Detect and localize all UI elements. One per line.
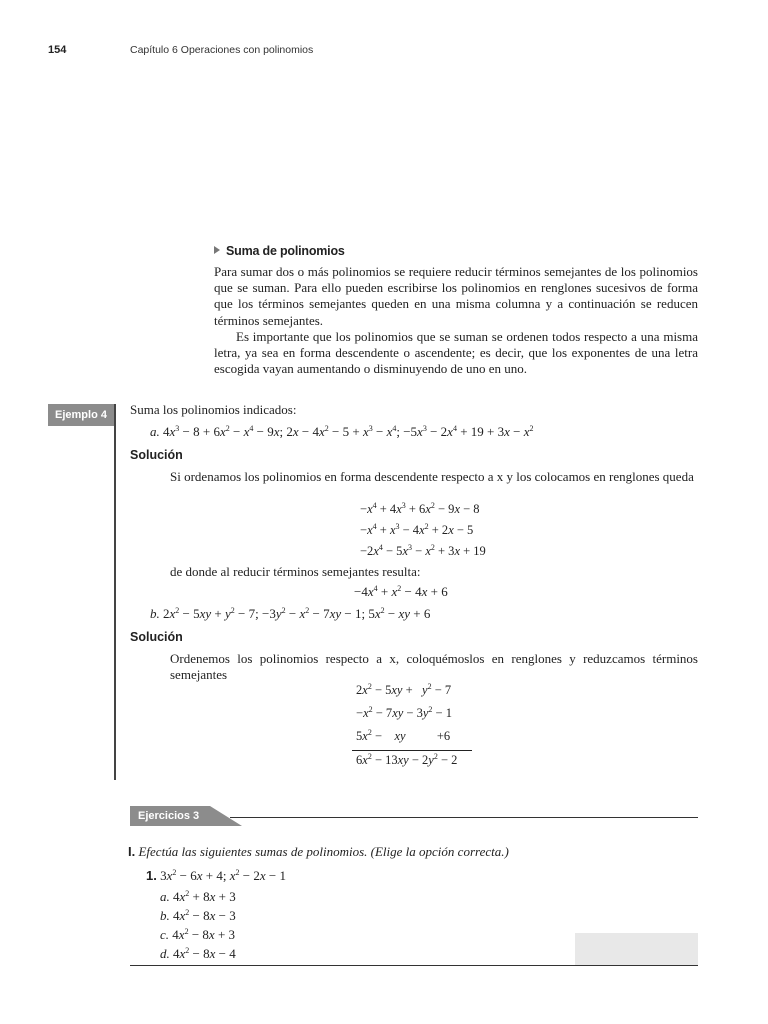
instruction-text: Efectúa las siguientes sumas de polinomios. (Elige la opción correcta.) <box>138 844 509 859</box>
question-1-number: 1. <box>146 868 157 883</box>
exercises-tab-arrow <box>210 806 242 826</box>
solution-a-label: Solución <box>130 448 183 462</box>
solution-b-text: Ordenemos los polinomios respecto a x, coloquémoslos en renglones y reduzcamos términos semejantes <box>170 651 698 683</box>
question-1-options <box>160 887 236 963</box>
stack-a <box>360 499 486 562</box>
exercises-header <box>130 806 698 826</box>
option-b[interactable]: b. $4x^2 - 8x - 3$ <box>160 908 236 923</box>
a-label: a. <box>150 424 160 439</box>
result-a: $-4x^4 + x^2 - 4x + 6$ <box>354 584 448 599</box>
option-b-label: b. <box>160 908 170 923</box>
option-a[interactable]: a. $4x^2 + 8x + 3$ <box>160 889 236 904</box>
option-d[interactable]: d. $4x^2 - 8x - 4$ <box>160 946 236 961</box>
option-d-label: d. <box>160 946 170 961</box>
section-title-text: Suma de polinomios <box>226 244 345 258</box>
stack-b-row: $5x^2$ − xy +6 <box>356 728 451 743</box>
intro-paragraph-1: Para sumar dos o más polinomios se requiere reducir términos semejantes de los polinomios que se suman. Para ello pueden escribirse los polinomios en renglones sucesivos de forma que los términos semejantes queden en una misma columna y a continuación se reducen términos semejantes. <box>214 264 698 328</box>
part-label: I. <box>128 844 136 859</box>
stack-b-result: $6x^2 - 13xy - 2y^2 - 2$ <box>356 752 458 767</box>
exercises-tab: Ejercicios 3 <box>130 806 210 826</box>
intro-text <box>214 264 698 377</box>
example-rule <box>114 404 116 780</box>
option-c[interactable]: c. $4x^2 - 8x + 3$ <box>160 927 236 942</box>
option-c-label: c. <box>160 927 170 942</box>
exercises-rule <box>230 817 698 818</box>
option-a-label: a. <box>160 889 170 904</box>
intro-paragraph-2: Es importante que los polinomios que se suman se ordenen todos respecto a una misma letra, ya sea en forma descendente o ascendente; es decir, que los exponentes de una letra escogida vayan aumentando o disminuyendo de uno en uno. <box>214 328 698 377</box>
solution-b-label: Solución <box>130 630 183 644</box>
stack-b-row: $-x^2 - 7xy - 3y^2 - 1$ <box>356 705 452 720</box>
question-1: 1. $3x^2 - 6x + 4$; $x^2 - 2x - 1$ <box>146 868 286 883</box>
answer-box[interactable] <box>575 933 698 965</box>
stack-a-row: $-2x^4 - 5x^3 - x^2 + 3x + 19$ <box>360 543 486 558</box>
example-badge: Ejemplo 4 <box>48 404 114 426</box>
section-title <box>214 244 345 258</box>
stack-a-row: $-x^4 + 4x^3 + 6x^2 - 9x - 8$ <box>360 501 480 516</box>
b-label: b. <box>150 606 160 621</box>
bottom-rule <box>130 965 698 966</box>
stack-b-row: $2x^2 - 5xy + y^2 - 7$ <box>356 682 452 697</box>
example-a-statement: a. $4x^3 - 8 + 6x^2 - x^4 - 9x$; $2x - 4x^2 - 5 + x^3 - x^4$; $-5x^3 - 2x^4 + 19 + 3x - x^2$ <box>150 424 534 439</box>
sum-line <box>352 750 472 751</box>
solution-a-text: Si ordenamos los polinomios en forma descendente respecto a x y los colocamos en renglones queda <box>170 469 694 484</box>
result-a-text: de donde al reducir términos semejantes resulta: <box>170 564 421 579</box>
example-prompt: Suma los polinomios indicados: <box>130 402 297 417</box>
chapter-title: Capítulo 6 Operaciones con polinomios <box>130 44 314 56</box>
example-b-statement: b. $2x^2 - 5xy + y^2 - 7$; $-3y^2 - x^2 - 7xy - 1$; $5x^2$ − xy + 6 <box>150 606 431 621</box>
exercise-instruction <box>128 844 509 860</box>
bullet-triangle-icon <box>214 246 220 254</box>
stack-a-row: $-x^4 + x^3 - 4x^2 + 2x - 5$ <box>360 522 474 537</box>
page-number: 154 <box>48 44 67 56</box>
